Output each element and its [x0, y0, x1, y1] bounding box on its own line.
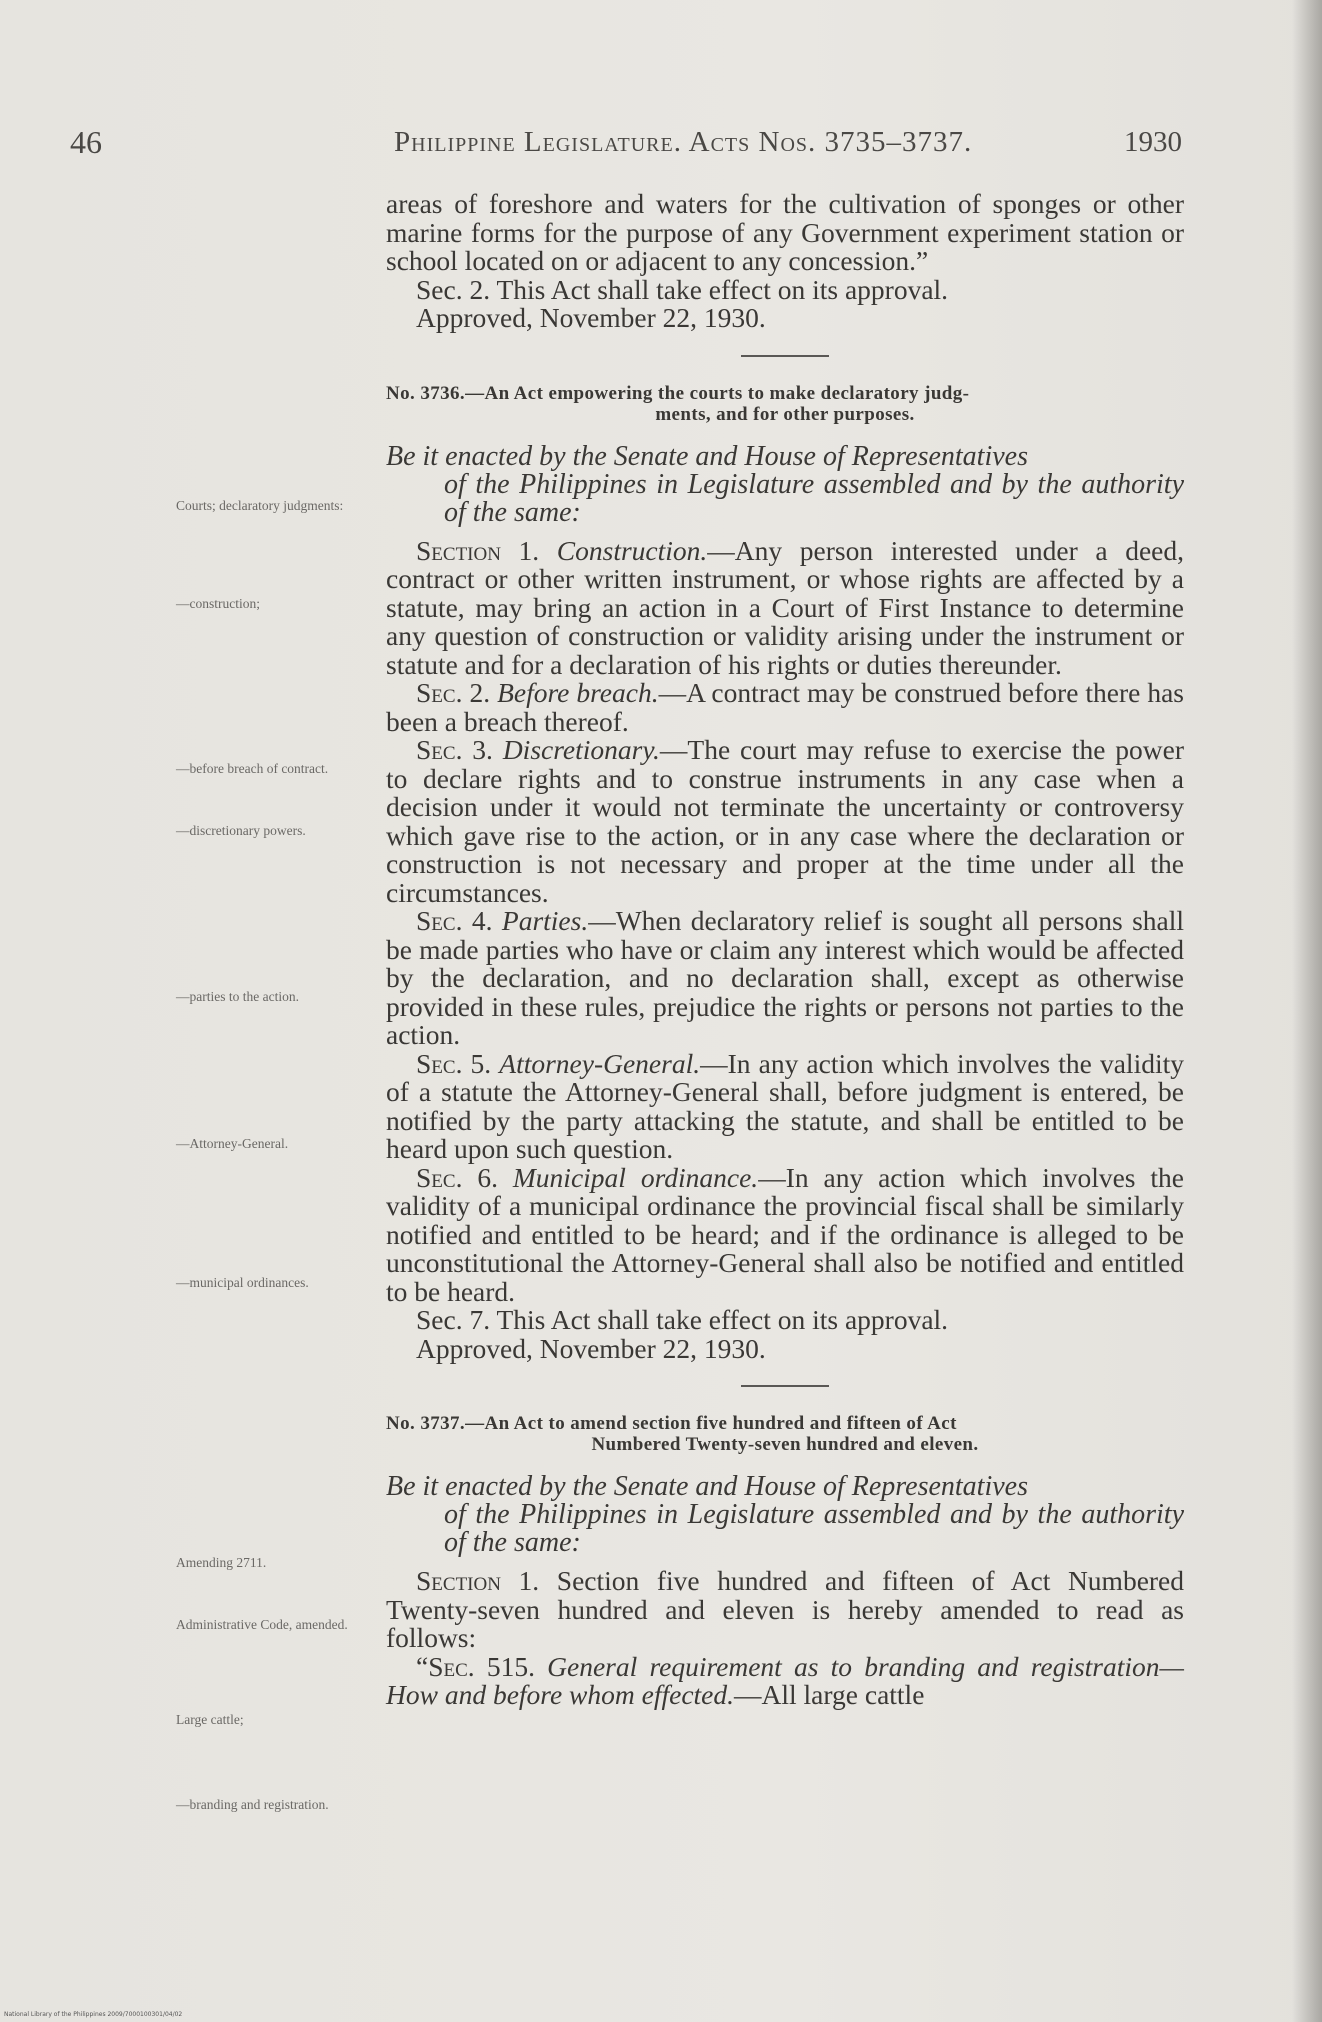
header-year: 1930 [1124, 126, 1182, 158]
section-2-heading: Sec. 2. [416, 677, 491, 708]
section-1-title: Construction. [556, 534, 708, 566]
enacting-clause-2-rest: of the Philippines in Legislature assembled and by the authority of the same: [444, 1499, 1184, 1558]
section-515-text: —All large cattle [734, 1679, 925, 1710]
enacting-clause-2-first: Be it enacted by the Senate and House of Representatives [386, 1471, 1028, 1502]
section-4-parties [386, 907, 1184, 1050]
enacting-clause-1-rest: of the Philippines in Legislature assembled and by the authority of the same: [444, 468, 1184, 528]
section-5-attorney-general [386, 1047, 1184, 1164]
running-title: Philippine Legislature. Acts Nos. 3735–3737. [394, 126, 973, 158]
paragraph-approved-1: Approved, November 22, 1930. [416, 302, 766, 333]
act-3737-section-1 [386, 1567, 1184, 1653]
paragraph-approved-2: Approved, November 22, 1930. [416, 1332, 766, 1364]
margin-note-amending: Amending 2711. [176, 1555, 267, 1570]
margin-note-courts: Courts; declaratory judgments: [176, 498, 344, 513]
section-5-text: —In any action which involves the validity of a statute the Attorney-General shall, before judgment is entered, be notified by the party attacking the statute, and shall be entitled to be heard upon such question. [386, 1047, 1184, 1164]
margin-note-attorney: —Attorney-General. [176, 1136, 289, 1151]
enacting-clause-1 [386, 440, 1184, 528]
section-5-title: Attorney-General. [499, 1047, 701, 1079]
section-3-text: —The court may refuse to exercise the power to declare rights and to construe instruments in any case when a decision under it would not terminate the uncertainty or controversy which gave rise to the action, or in any case where the declaration or construction is not necessary and proper at the time under all the circumstances. [386, 734, 1184, 908]
margin-note-construction: —construction; [176, 596, 260, 611]
section-6-municipal-ordinance [386, 1161, 1184, 1307]
section-7-effect: Sec. 7. This Act shall take effect on its approval. [416, 1304, 949, 1335]
section-4-title: Parties. [501, 905, 589, 936]
margin-note-municipal: —municipal ordinances. [176, 1275, 309, 1290]
margin-note-branding: —branding and registration. [176, 1797, 329, 1812]
section-1-construction [386, 534, 1185, 680]
scan-credit: National Library of the Philippines 2009/7000100301/04/02 [4, 2011, 183, 2018]
section-divider-2 [741, 1385, 829, 1387]
margin-note-large-cattle: Large cattle; [176, 1712, 244, 1727]
section-2-title: Before breach. [497, 677, 659, 708]
act-3737-section-1-text: Section five hundred and fifteen of Act Numbered Twenty-seven hundred and eleven is hereby amended to read as follows: [386, 1565, 1185, 1653]
section-3-heading: Sec. 3. [416, 734, 493, 765]
main-text [386, 190, 1184, 1710]
paragraph-foreshore: areas of foreshore and waters for the cultivation of sponges or other marine forms for the purpose of any Government experiment station or school located on or adjacent to any concession.” [386, 188, 1184, 276]
enacting-clause-1-first: Be it enacted by the Senate and House of Representatives [386, 440, 1028, 472]
section-2-before-breach [386, 679, 1184, 736]
section-4-text: —When declaratory relief is sought all persons shall be made parties who have or claim any interest which would be affected by the declaration, and no declaration shall, except as otherwise provided in these rules, prejudice the rights or persons not parties to the action. [386, 905, 1185, 1050]
page-edge-shadow [1292, 0, 1322, 2022]
section-515-heading: “Sec. 515. [416, 1650, 535, 1682]
section-6-text: —In any action which involves the validity of a municipal ordinance the provincial fiscal shall be similarly notified and entitled to be heard; and if the ordinance is alleged to be unconstitutional the Attorney-General shall also be notified and entitled to be heard. [386, 1161, 1184, 1307]
act-3737-title [386, 1413, 1184, 1455]
act-3737-title-line2: Numbered Twenty-seven hundred and eleven. [591, 1434, 979, 1455]
act-3737-title-line1: No. 3737.—An Act to amend section five hundred and fifteen of Act [386, 1413, 957, 1434]
enacting-clause-2 [386, 1473, 1184, 1557]
page-number: 46 [70, 124, 102, 160]
margin-note-parties: —parties to the action. [176, 989, 299, 1004]
section-6-title: Municipal ordinance. [512, 1161, 759, 1193]
section-515 [386, 1650, 1184, 1710]
section-3-title: Discretionary. [502, 734, 660, 765]
section-515-title: General requirement as to branding and registration—How and before whom effected. [386, 1650, 1184, 1710]
section-1-text: —Any person interested under a deed, contract or other written instrument, or whose rights are affected by a statute, may bring an action in a Court of First Instance to determine any question of construction or validity arising under the instrument or statute and for a declaration of his rights or duties thereunder. [386, 534, 1185, 680]
section-4-heading: Sec. 4. [416, 905, 493, 936]
section-1-heading: Section 1. [416, 534, 540, 566]
section-6-heading: Sec. 6. [416, 1161, 498, 1193]
section-3-discretionary [386, 736, 1184, 907]
section-divider [741, 355, 829, 357]
margin-note-admin-code: Administrative Code, amended. [176, 1617, 348, 1632]
act-3736-title-line2: ments, and for other purposes. [655, 403, 915, 425]
section-2-text: —A contract may be construed before there has been a breach thereof. [386, 677, 1185, 737]
act-3737-section-1-heading: Section 1. [416, 1565, 540, 1596]
page-header [70, 124, 1182, 164]
paragraph-sec2-effect: Sec. 2. This Act shall take effect on its approval. [416, 273, 949, 305]
margin-note-discretionary: —discretionary powers. [176, 823, 306, 838]
margin-note-before-breach: —before breach of contract. [176, 761, 329, 776]
act-3736-title-line1: No. 3736.—An Act empowering the courts to make declaratory judg- [386, 382, 970, 404]
section-5-heading: Sec. 5. [416, 1047, 492, 1079]
act-3736-title [386, 383, 1184, 425]
